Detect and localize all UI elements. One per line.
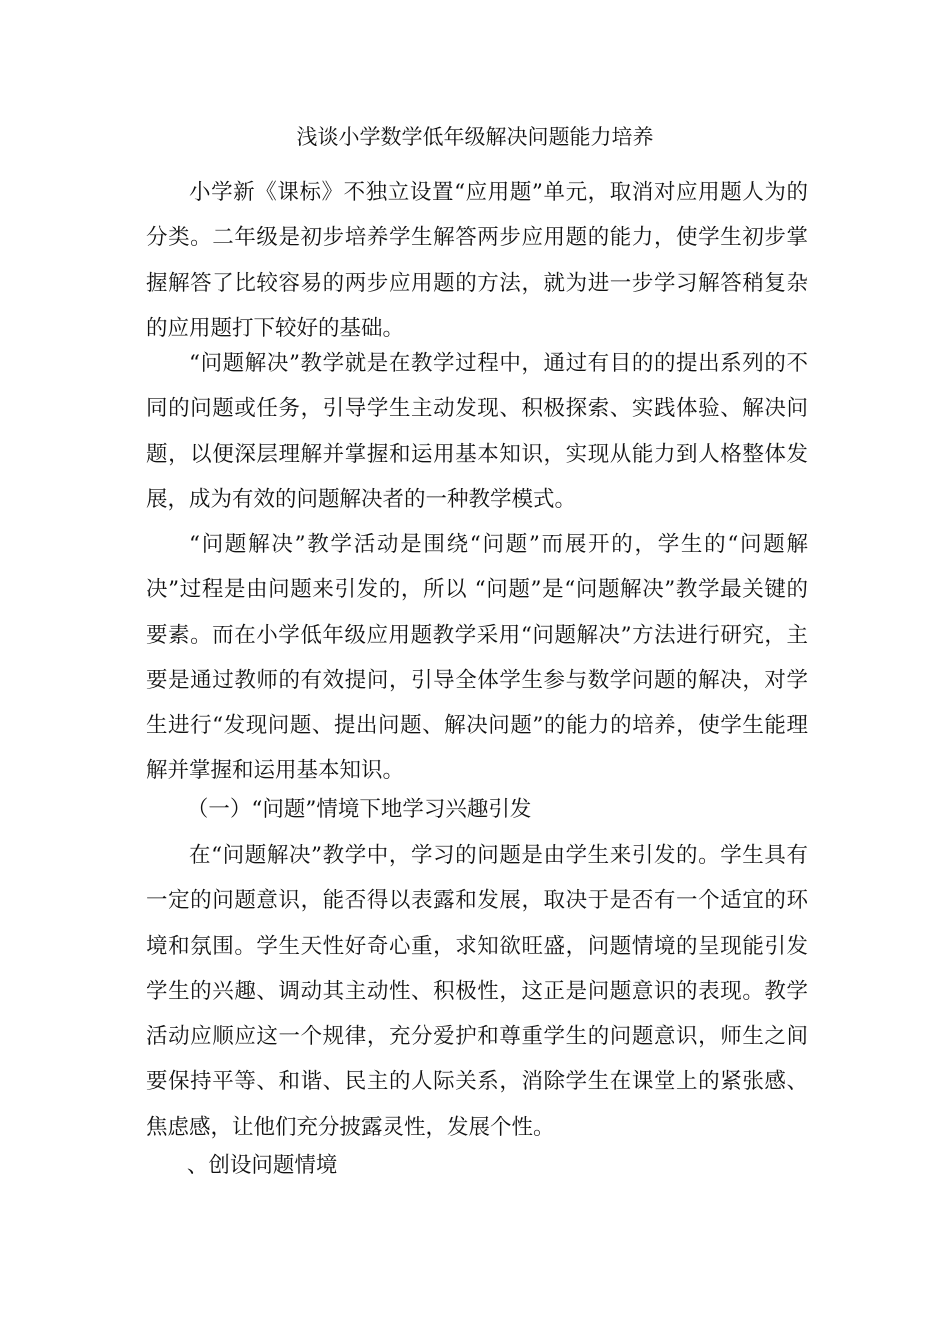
paragraph-1: 小学新《课标》不独立设置“应用题”单元，取消对应用题人为的分类。二年级是初步培养学生解答两步应用题的能力，使学生初步掌握解答了比较容易的两步应用题的方法，就为进一步学习解答稍复杂的应用题打下较好的基础。 (146, 180, 808, 341)
paragraph-2: “问题解决”教学就是在教学过程中，通过有目的的提出系列的不同的问题或任务，引导学生主动发现、积极探索、实践体验、解决问题，以便深层理解并掌握和运用基本知识，实现从能力到人格整体发展，成为有效的问题解决者的一种教学模式。 (146, 351, 808, 512)
section-paragraph: 在“问题解决”教学中，学习的问题是由学生来引发的。学生具有一定的问题意识，能否得以表露和发展，取决于是否有一个适宜的环境和氛围。学生天性好奇心重，求知欲旺盛，问题情境的呈现能引发学生的兴趣、调动其主动性、积极性，这正是问题意识的表现。教学活动应顺应这一个规律，充分爱护和尊重学生的问题意识，师生之间要保持平等、和谐、民主的人际关系，消除学生在课堂上的紧张感、焦虑感，让他们充分披露灵性，发展个性。 (146, 843, 808, 1140)
subheading: 、创设问题情境 (186, 1153, 338, 1178)
paragraph-3: “问题解决”教学活动是围绕“问题”而展开的，学生的“问题解决”过程是由问题来引发的，所以 “问题”是“问题解决”教学最关键的要素。而在小学低年级应用题教学采用“问题解决”方法进行研究，主要是通过教师的有效提问，引导全体学生参与数学问题的解决，对学生进行“发现问题、提出问题、解决问题”的能力的培养，使学生能理解并掌握和运用基本知识。 (146, 532, 808, 784)
document-title: 浅谈小学数学低年级解决问题能力培养 (296, 125, 654, 149)
section-heading: （一）“问题”情境下地学习兴趣引发 (186, 797, 532, 822)
